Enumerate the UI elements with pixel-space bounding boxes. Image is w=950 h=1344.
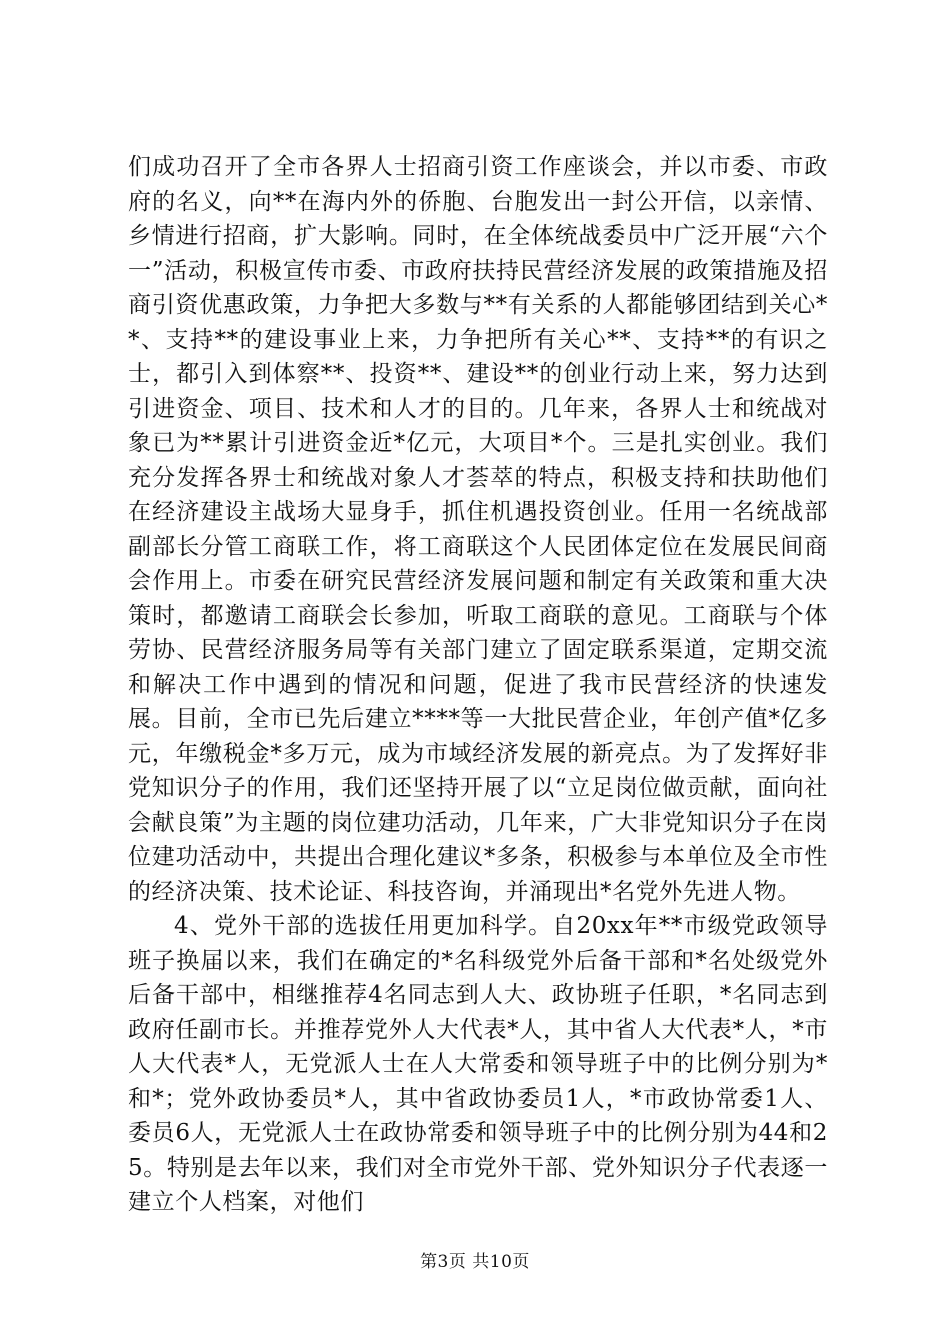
- page-number-footer: 第3页 共10页: [420, 1252, 530, 1272]
- document-body: [128, 150, 828, 1220]
- body-paragraph-2: 4、党外干部的选拔任用更加科学。自20xx年**市级党政领导班子换届以来，我们在确定的*名科级党外后备干部和*名处级党外后备干部中，相继推荐4名同志到人大、政协班子任职，*名同志到政府任副市长。并推荐党外人大代表*人，其中省人大代表*人，*市人大代表*人，无党派人士在人大常委和领导班子中的比例分别为*和*；党外政协委员*人，其中省政协委员1人，*市政协常委1人、委员6人，无党派人士在政协常委和领导班子中的比例分别为44和25。特别是去年以来，我们对全市党外干部、党外知识分子代表逐一建立个人档案，对他们: [128, 913, 828, 1215]
- body-paragraph-1: 们成功召开了全市各界人士招商引资工作座谈会，并以市委、市政府的名义，向**在海内外的侨胞、台胞发出一封公开信，以亲情、乡情进行招商，扩大影响。同时，在全体统战委员中广泛开展“六个一”活动，积极宣传市委、市政府扶持民营经济发展的政策措施及招商引资优惠政策，力争把大多数与**有关系的人都能够团结到关心**、支持**的建设事业上来，力争把所有关心**、支持**的有识之士，都引入到体察**、投资**、建设**的创业行动上来，努力达到引进资金、项目、技术和人才的目的。几年来，各界人士和统战对象已为**累计引进资金近*亿元，大项目*个。三是扎实创业。我们充分发挥各界士和统战对象人才荟萃的特点，积极支持和扶助他们在经济建设主战场大显身手，抓住机遇投资创业。任用一名统战部副部长分管工商联工作，将工商联这个人民团体定位在发展民间商会作用上。市委在研究民营经济发展问题和制定有关政策和重大决策时，都邀请工商联会长参加，听取工商联的意见。工商联与个体劳协、民营经济服务局等有关部门建立了固定联系渠道，定期交流和解决工作中遇到的情况和问题，促进了我市民营经济的快速发展。目前，全市已先后建立****等一大批民营企业，年创产值*亿多元，年缴税金*多万元，成为市域经济发展的新亮点。为了发挥好非党知识分子的作用，我们还坚持开展了以“立足岗位做贡献，面向社会献良策”为主题的岗位建功活动，几年来，广大非党知识分子在岗位建功活动中，共提出合理化建议*多条，积极参与本单位及全市性的经济决策、技术论证、科技咨询，并涌现出*名党外先进人物。: [128, 154, 828, 905]
